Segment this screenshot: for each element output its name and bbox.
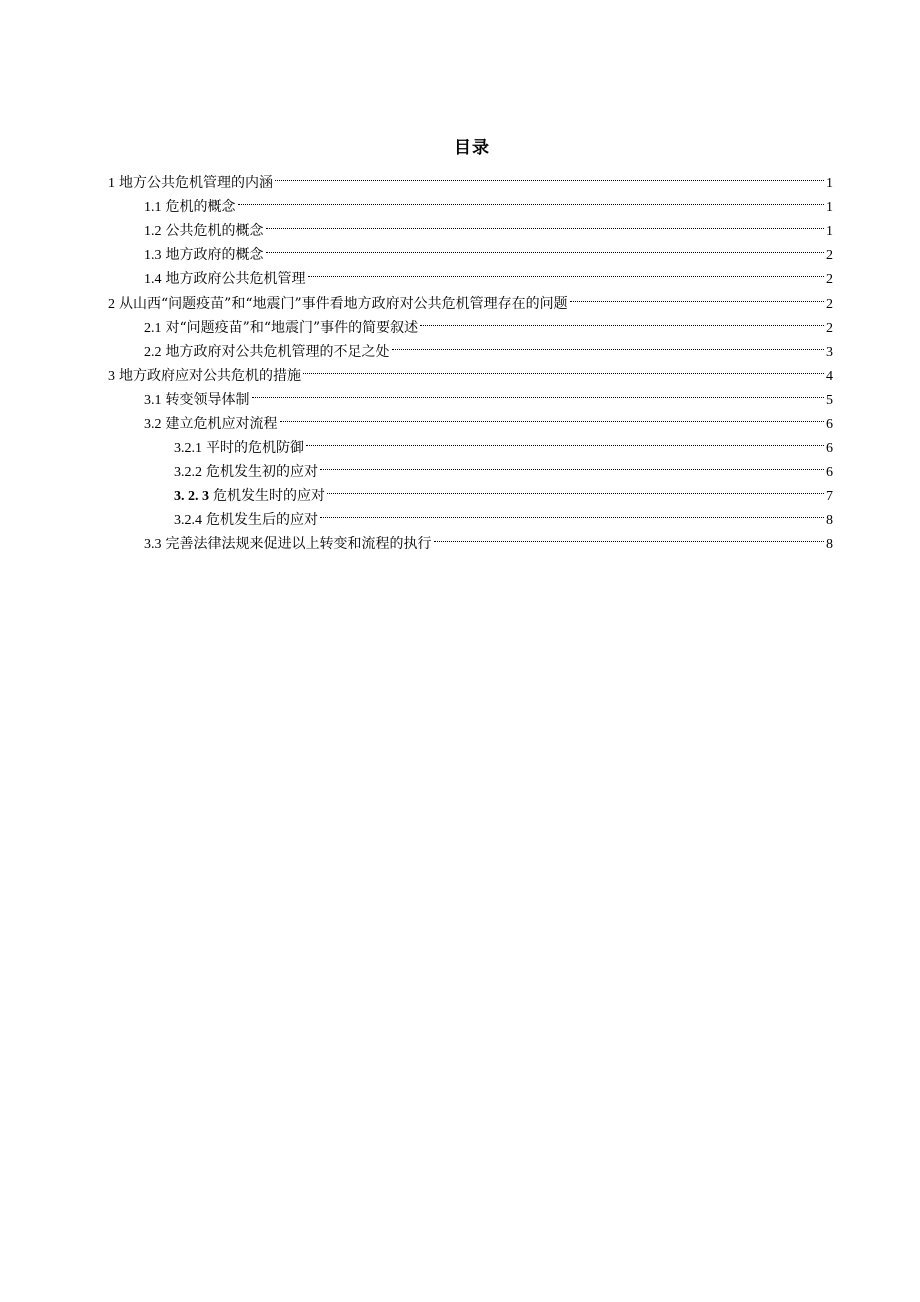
toc-entry-text: 平时的危机防御 <box>206 440 304 456</box>
toc-entry-number: 1.3 <box>144 248 162 263</box>
toc-entry-page: 8 <box>826 537 833 552</box>
toc-entry[interactable] <box>174 476 833 504</box>
toc-entry-text: 地方政府对公共危机管理的不足之处 <box>165 344 390 360</box>
toc-entry-page: 3 <box>826 345 833 360</box>
toc-entry[interactable] <box>174 428 833 456</box>
toc-leader-dots <box>238 187 825 211</box>
toc-entry-number: 3.2.1 <box>174 441 202 456</box>
toc-entry[interactable] <box>108 356 833 384</box>
toc-entry-number: 1.4 <box>144 272 162 287</box>
toc-leader-dots <box>252 380 825 404</box>
toc-entry-text: 从山西“问题疫苗”和“地震门”事件看地方政府对公共危机管理存在的问题 <box>119 296 568 312</box>
toc-entry-page: 6 <box>826 441 833 456</box>
toc-entry-page: 6 <box>826 417 833 432</box>
toc-entry-number: 3.3 <box>144 537 162 552</box>
toc-entry-text: 危机发生后的应对 <box>206 512 318 528</box>
toc-leader-dots <box>280 404 825 428</box>
toc-entry-page: 2 <box>826 321 833 336</box>
toc-entry[interactable] <box>108 163 833 191</box>
toc-entry-number: 1 <box>108 176 115 191</box>
toc-entry-page: 2 <box>826 248 833 263</box>
toc-entry[interactable] <box>108 284 833 312</box>
toc-entry-number: 2 <box>108 297 115 312</box>
toc-entry-number: 1.2 <box>144 224 162 239</box>
toc-entry-number: 2.1 <box>144 321 162 336</box>
toc-entry-text: 建立危机应对流程 <box>165 416 278 432</box>
toc-entry-page: 8 <box>826 513 833 528</box>
toc-leader-dots <box>392 332 825 356</box>
toc-entry-text: 地方政府公共危机管理 <box>165 271 306 287</box>
toc-entry[interactable] <box>144 380 833 408</box>
toc-entry[interactable] <box>144 235 833 263</box>
toc-entry-text: 转变领导体制 <box>165 392 250 408</box>
toc-entry-page: 1 <box>826 200 833 215</box>
toc-leader-dots <box>308 259 825 283</box>
toc-entry[interactable] <box>144 259 833 287</box>
toc-entry-page: 4 <box>826 369 833 384</box>
toc-entry[interactable] <box>144 211 833 239</box>
toc-entry-number: 3.2.4 <box>174 513 202 528</box>
toc-entry-page: 5 <box>826 393 833 408</box>
toc-entry[interactable] <box>144 332 833 360</box>
toc-entry[interactable] <box>144 308 833 336</box>
toc-entry[interactable] <box>174 452 833 480</box>
toc-entry-number: 3 <box>108 369 115 384</box>
toc-leader-dots <box>320 500 824 524</box>
toc-entry-text: 对“问题疫苗”和“地震门”事件的简要叙述 <box>165 320 419 336</box>
toc-leader-dots <box>275 163 824 187</box>
toc-leader-dots <box>303 356 824 380</box>
toc-entry-text: 地方政府应对公共危机的措施 <box>119 368 301 384</box>
toc-entry-number: 3.1 <box>144 393 162 408</box>
toc-entry-page: 2 <box>826 297 833 312</box>
toc-title: 目录 <box>454 138 490 158</box>
toc-entry-number: 3. 2. 3 <box>174 489 209 504</box>
toc-leader-dots <box>420 308 824 332</box>
toc-entry[interactable] <box>174 500 833 528</box>
toc-entry-text: 地方政府的概念 <box>165 247 264 263</box>
toc-entry-number: 3.2.2 <box>174 465 202 480</box>
toc-entry-page: 1 <box>826 224 833 239</box>
toc-entry-text: 危机的概念 <box>165 199 236 215</box>
toc-leader-dots <box>434 524 825 548</box>
toc-entry-number: 2.2 <box>144 345 162 360</box>
toc-entry-page: 7 <box>826 489 833 504</box>
toc-leader-dots <box>266 235 825 259</box>
toc-entry[interactable] <box>144 524 833 552</box>
toc-leader-dots <box>266 211 825 235</box>
toc-entry-number: 3.2 <box>144 417 162 432</box>
toc-leader-dots <box>306 428 824 452</box>
toc-entry-text: 危机发生时的应对 <box>213 488 325 504</box>
toc-leader-dots <box>327 476 824 500</box>
toc-entry-text: 地方公共危机管理的内涵 <box>119 175 273 191</box>
toc-entry-text: 完善法律法规来促进以上转变和流程的执行 <box>165 536 432 552</box>
toc-leader-dots <box>320 452 824 476</box>
toc-entry-text: 危机发生初的应对 <box>206 464 318 480</box>
toc-entry-page: 1 <box>826 176 833 191</box>
toc-leader-dots <box>570 284 824 308</box>
toc-entry[interactable] <box>144 404 833 432</box>
toc-entry[interactable] <box>144 187 833 215</box>
toc-entry-number: 1.1 <box>144 200 162 215</box>
toc-entry-page: 6 <box>826 465 833 480</box>
toc-entry-page: 2 <box>826 272 833 287</box>
toc-entry-text: 公共危机的概念 <box>165 223 264 239</box>
